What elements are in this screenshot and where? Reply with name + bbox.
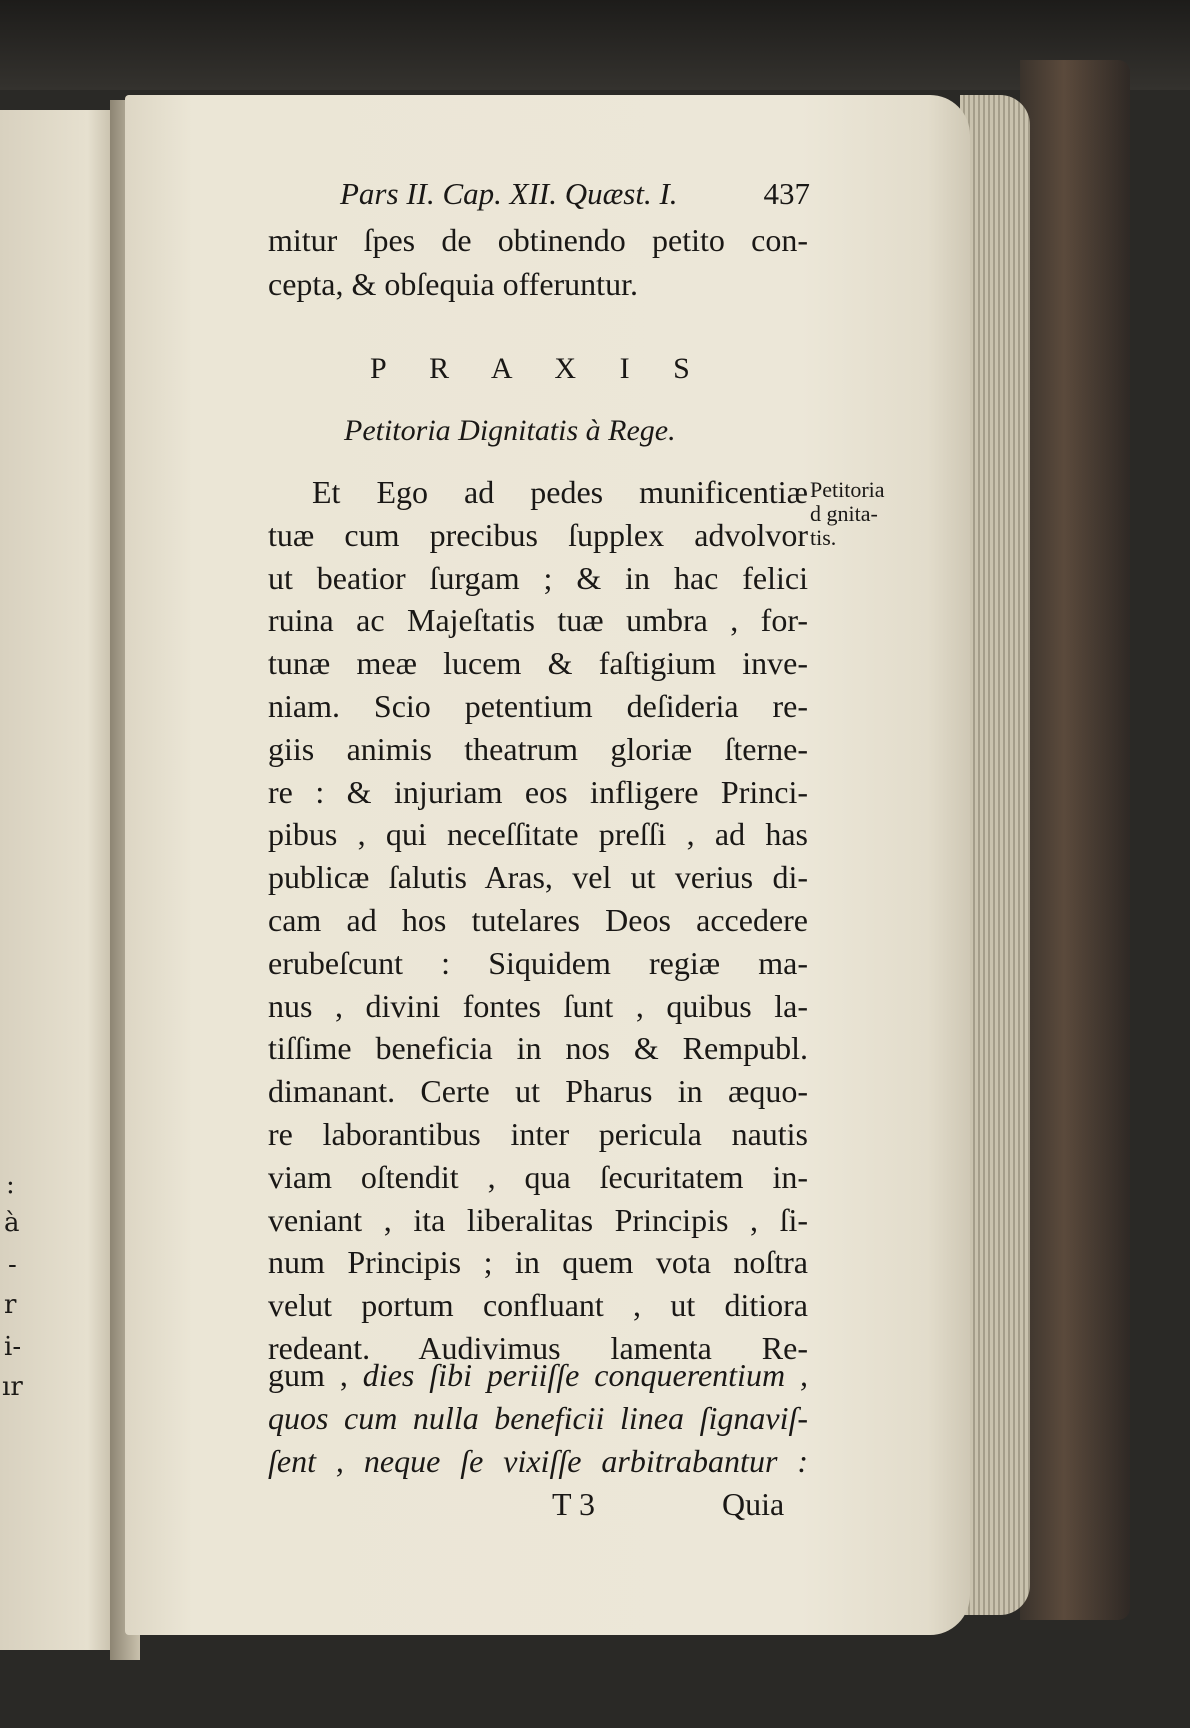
text-line-italic: ſent , neque ſe vixiſſe arbitrabantur : <box>268 1442 808 1479</box>
text-line: pibus , qui neceſſitate preſſi , ad has <box>268 816 808 853</box>
text-line: tiſſime beneficia in nos & Rempubl. <box>268 1030 808 1067</box>
text-line: viam oſtendit , qua ſecuritatem in- <box>268 1158 808 1195</box>
text-line: giis animis theatrum gloriæ ſterne- <box>268 730 808 767</box>
margin-note-line: tis. <box>810 525 837 550</box>
section-heading: P R A X I S <box>370 352 708 385</box>
section-subtitle: Petitoria Dignitatis à Rege. <box>344 414 676 447</box>
text-line: erubeſcunt : Siquidem regiæ ma- <box>268 944 808 981</box>
running-head <box>340 176 810 212</box>
text-line: tunæ meæ lucem & faſtigium inve- <box>268 645 808 682</box>
page-number: 437 <box>763 176 810 211</box>
left-page-fragment: r <box>4 1290 17 1320</box>
margin-note <box>810 478 885 550</box>
text-line: tuæ cum precibus ſupplex advolvor <box>268 516 808 553</box>
catchword: Quia <box>722 1486 785 1522</box>
text-line: mitur ſpes de obtinendo petito con- <box>268 222 808 258</box>
signature-mark: T 3 <box>552 1486 595 1522</box>
left-page-fragment: : <box>6 1170 15 1200</box>
text-line <box>268 1443 808 1480</box>
text-line <box>268 1400 808 1437</box>
text-line: nus , divini fontes ſunt , quibus la- <box>268 987 808 1024</box>
text-line-italic: quos cum nulla beneficii linea ſignaviſ- <box>268 1399 808 1436</box>
text-line-lead: gum , <box>268 1357 348 1393</box>
text-line: cam ad hos tutelares Deos accedere <box>268 902 808 938</box>
text-line: velut portum confluant , ut ditiora <box>268 1287 808 1324</box>
text-line: ut beatior ſurgam ; & in hac felici <box>268 559 808 596</box>
text-line-italic: dies ſibi periiſſe conquerentium , <box>362 1357 809 1393</box>
text-line: veniant , ita liberalitas Principis , ſi- <box>268 1201 808 1238</box>
left-page-fragment: à <box>4 1208 20 1238</box>
text-line: num Principis ; in quem vota noſtra <box>268 1244 808 1281</box>
left-page-fragment: - <box>8 1250 17 1280</box>
left-page-fragment: i- <box>4 1332 22 1362</box>
text-line: niam. Scio petentium deſideria re- <box>268 688 808 724</box>
text-line: re laborantibus inter pericula nautis <box>268 1116 808 1152</box>
text-line: redeant. Audivimus lamenta Re- <box>268 1330 808 1366</box>
margin-note-line: Petitoria <box>810 477 885 502</box>
text-line: re : & injuriam eos infligere Princi- <box>268 773 808 810</box>
left-page-fragment: ır <box>2 1372 23 1402</box>
margin-note-line: d gnita- <box>810 501 878 526</box>
text-line: dimanant. Certe ut Pharus in æquo- <box>268 1073 808 1110</box>
text-line: ruina ac Majeſtatis tuæ umbra , for- <box>268 602 808 639</box>
text-line <box>268 1357 808 1394</box>
text-line: Et Ego ad pedes munificentiæ <box>312 474 808 510</box>
page-edges <box>960 95 1030 1615</box>
book-binding <box>1020 60 1130 1620</box>
text-line: publicæ ſalutis Aras, vel ut verius di- <box>268 859 808 896</box>
book-cover-top <box>0 0 1190 90</box>
text-line: cepta, & obſequia offeruntur. <box>268 266 638 302</box>
left-page <box>0 110 125 1650</box>
running-head-title: Pars II. Cap. XII. Quæst. I. <box>340 176 678 211</box>
